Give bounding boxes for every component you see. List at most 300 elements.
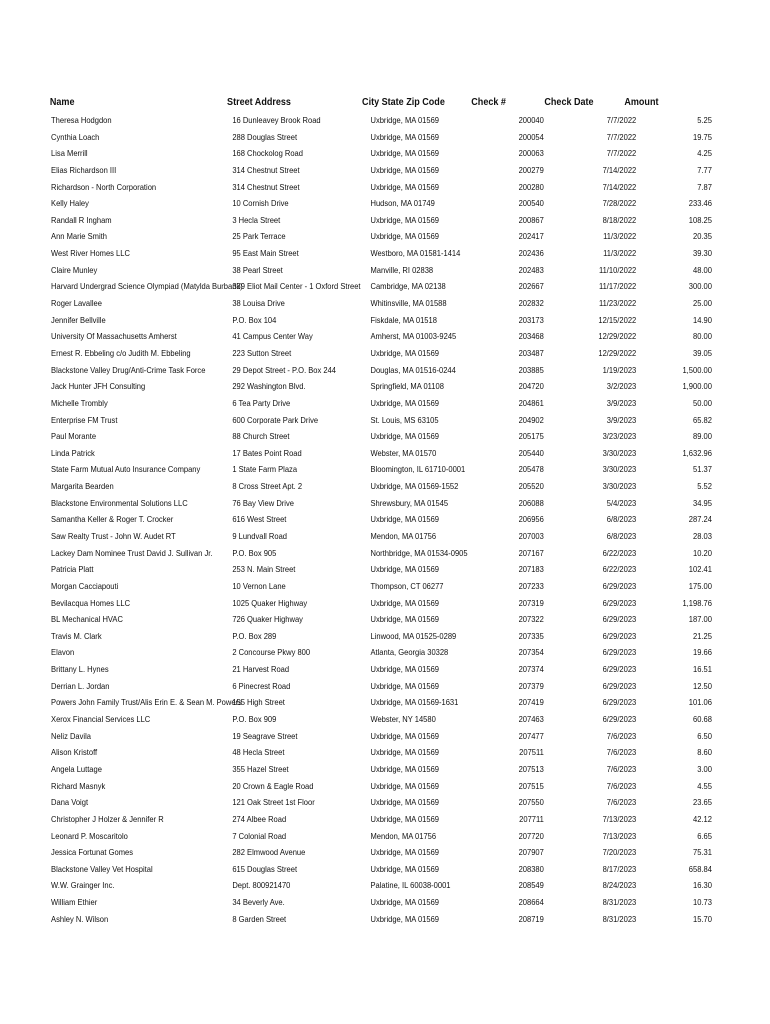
cell-amount: 10.73 <box>692 897 712 908</box>
cell-street-address: 3 Hecla Street <box>232 214 281 225</box>
cell-name: State Farm Mutual Auto Insurance Company <box>51 464 201 475</box>
cell-city-state-zip: Uxbridge, MA 01569 <box>370 431 440 442</box>
cell-name: W.W. Grainger Inc. <box>51 880 115 891</box>
cell-check-number: 202667 <box>518 281 544 292</box>
cell-check-number: 207319 <box>518 597 544 608</box>
cell-city-state-zip: Uxbridge, MA 01569-1631 <box>370 697 459 708</box>
cell-name: Travis M. Clark <box>51 630 102 641</box>
cell-street-address: 6 Tea Party Drive <box>232 397 291 408</box>
cell-amount: 1,900.00 <box>682 381 712 392</box>
table-row <box>0 245 712 262</box>
cell-check-number: 203885 <box>518 364 544 375</box>
table-row <box>0 561 712 578</box>
cell-street-address: 274 Albee Road <box>232 813 287 824</box>
cell-street-address: 9 Lundvall Road <box>232 531 287 541</box>
cell-city-state-zip: Cambridge, MA 02138 <box>370 281 446 292</box>
table-row <box>0 794 712 811</box>
cell-city-state-zip: Thompson, CT 06277 <box>370 580 444 591</box>
cell-name: BL Mechanical HVAC <box>51 614 123 625</box>
cell-city-state-zip: Uxbridge, MA 01569 <box>370 847 440 858</box>
cell-check-date: 6/29/2023 <box>602 647 637 658</box>
cell-check-number: 200279 <box>518 164 544 175</box>
cell-name: University Of Massachusetts Amherst <box>51 331 177 342</box>
table-row <box>0 894 712 911</box>
cell-check-date: 11/3/2022 <box>603 248 637 259</box>
cell-name: Claire Munley <box>51 264 98 275</box>
cell-check-date: 6/29/2023 <box>602 664 637 675</box>
table-row <box>0 545 712 562</box>
cell-street-address: 17 Bates Point Road <box>232 447 302 458</box>
table-row <box>0 694 712 711</box>
cell-city-state-zip: Uxbridge, MA 01569 <box>370 614 440 625</box>
cell-name: Saw Realty Trust - John W. Audet RT <box>51 531 176 541</box>
cell-amount: 5.25 <box>697 115 712 125</box>
cell-name: Blackstone Valley Drug/Anti-Crime Task Force <box>51 364 206 375</box>
table-row <box>0 129 712 146</box>
cell-city-state-zip: Uxbridge, MA 01569 <box>370 730 440 741</box>
cell-amount: 34.95 <box>692 497 712 508</box>
cell-street-address: 339 Eliot Mail Center - 1 Oxford Street <box>232 281 361 292</box>
cell-amount: 4.25 <box>697 148 712 159</box>
cell-check-date: 3/30/2023 <box>602 447 637 458</box>
cell-check-number: 200063 <box>518 148 544 159</box>
cell-check-number: 207711 <box>519 813 544 824</box>
cell-name: Morgan Cacciapouti <box>51 580 119 591</box>
cell-street-address: 10 Cornish Drive <box>232 198 289 209</box>
cell-name: Roger Lavallee <box>51 298 102 309</box>
table-row <box>0 778 712 795</box>
cell-street-address: 88 Church Street <box>232 431 290 442</box>
cell-amount: 101.06 <box>688 697 712 708</box>
cell-name: Jack Hunter JFH Consulting <box>51 381 146 392</box>
cell-check-date: 3/9/2023 <box>606 414 637 425</box>
cell-name: Enterprise FM Trust <box>51 414 118 425</box>
cell-name: Linda Patrick <box>51 447 95 458</box>
cell-amount: 20.35 <box>692 231 712 242</box>
cell-check-date: 7/14/2022 <box>602 181 637 192</box>
table-row <box>0 212 712 229</box>
cell-amount: 50.00 <box>692 397 712 408</box>
cell-amount: 80.00 <box>692 331 712 342</box>
header-row <box>0 94 662 111</box>
cell-check-number: 207720 <box>518 830 544 841</box>
cell-amount: 15.70 <box>692 913 712 924</box>
cell-street-address: 155 High Street <box>232 697 285 708</box>
header-check-date: Check Date <box>544 96 594 108</box>
cell-check-number: 204720 <box>518 381 544 392</box>
cell-amount: 658.84 <box>688 863 712 874</box>
cell-check-number: 207419 <box>518 697 544 708</box>
cell-check-date: 8/17/2023 <box>602 863 637 874</box>
cell-check-date: 7/20/2023 <box>602 847 637 858</box>
cell-check-date: 7/13/2023 <box>602 813 637 824</box>
cell-check-date: 8/18/2022 <box>602 214 637 225</box>
table-row <box>0 278 712 295</box>
cell-street-address: P.O. Box 909 <box>232 714 277 725</box>
cell-amount: 233.46 <box>688 198 712 209</box>
cell-city-state-zip: Uxbridge, MA 01569 <box>370 164 440 175</box>
cell-amount: 48.00 <box>692 264 712 275</box>
cell-check-number: 204902 <box>518 414 544 425</box>
cell-check-number: 208549 <box>518 880 544 891</box>
cell-check-date: 6/8/2023 <box>606 514 637 525</box>
cell-name: Harvard Undergrad Science Olympiad (Matylda Burbank) <box>51 281 243 292</box>
cell-city-state-zip: Uxbridge, MA 01569 <box>370 763 440 774</box>
cell-name: Kelly Haley <box>51 198 89 209</box>
cell-amount: 287.24 <box>688 514 712 525</box>
table-row <box>0 312 712 329</box>
cell-street-address: 7 Colonial Road <box>232 830 287 841</box>
cell-amount: 3.00 <box>697 763 712 774</box>
cell-amount: 16.30 <box>692 880 712 891</box>
table-row <box>0 461 712 478</box>
cell-check-date: 3/9/2023 <box>606 397 637 408</box>
cell-check-number: 207354 <box>518 647 544 658</box>
cell-check-number: 207335 <box>518 630 544 641</box>
cell-street-address: 615 Douglas Street <box>232 863 298 874</box>
cell-check-number: 200540 <box>518 198 544 209</box>
cell-name: Ernest R. Ebbeling c/o Judith M. Ebbeling <box>51 347 191 358</box>
cell-check-number: 207374 <box>518 664 544 675</box>
cell-street-address: 29 Depot Street - P.O. Box 244 <box>232 364 337 375</box>
cell-check-number: 205175 <box>518 431 544 442</box>
cell-check-date: 1/19/2023 <box>602 364 637 375</box>
cell-name: Patricia Platt <box>51 564 94 575</box>
cell-city-state-zip: Mendon, MA 01756 <box>370 830 437 841</box>
table-row <box>0 728 712 745</box>
cell-check-number: 204861 <box>518 397 544 408</box>
cell-check-date: 7/28/2022 <box>602 198 637 209</box>
table-row <box>0 445 712 462</box>
cell-check-date: 6/29/2023 <box>602 614 637 625</box>
cell-check-date: 7/6/2023 <box>606 763 637 774</box>
cell-amount: 10.20 <box>692 547 712 558</box>
table-row <box>0 362 712 379</box>
cell-city-state-zip: Manville, RI 02838 <box>370 264 434 275</box>
table-row <box>0 262 712 279</box>
cell-street-address: 10 Vernon Lane <box>232 580 286 591</box>
cell-name: Cynthia Loach <box>51 131 100 142</box>
cell-amount: 23.65 <box>692 797 712 808</box>
cell-street-address: 600 Corporate Park Drive <box>232 414 319 425</box>
cell-check-date: 8/24/2023 <box>602 880 637 891</box>
table-row <box>0 345 712 362</box>
cell-amount: 4.55 <box>697 780 712 791</box>
cell-check-number: 207463 <box>518 714 544 725</box>
cell-name: Margarita Bearden <box>51 481 114 492</box>
cell-check-number: 202436 <box>518 248 544 259</box>
cell-amount: 14.90 <box>692 314 712 325</box>
cell-city-state-zip: Uxbridge, MA 01569 <box>370 148 440 159</box>
cell-check-number: 202832 <box>518 298 544 309</box>
cell-street-address: 355 Hazel Street <box>232 763 289 774</box>
cell-check-number: 203487 <box>518 347 544 358</box>
cell-amount: 5.52 <box>697 481 712 492</box>
table-row <box>0 412 712 429</box>
cell-amount: 187.00 <box>688 614 712 625</box>
table-row <box>0 595 712 612</box>
header-amount: Amount <box>624 96 659 108</box>
cell-check-date: 3/2/2023 <box>606 381 637 392</box>
cell-amount: 65.82 <box>692 414 712 425</box>
cell-check-number: 208719 <box>518 913 544 924</box>
cell-street-address: P.O. Box 905 <box>232 547 277 558</box>
cell-city-state-zip: Uxbridge, MA 01569 <box>370 863 440 874</box>
table-row <box>0 644 712 661</box>
cell-city-state-zip: Uxbridge, MA 01569 <box>370 214 440 225</box>
cell-check-number: 207379 <box>518 680 544 691</box>
cell-city-state-zip: Uxbridge, MA 01569 <box>370 813 440 824</box>
cell-street-address: 76 Bay View Drive <box>232 497 294 508</box>
cell-amount: 1,500.00 <box>682 364 712 375</box>
cell-check-date: 8/31/2023 <box>602 897 637 908</box>
cell-city-state-zip: Uxbridge, MA 01569 <box>370 347 440 358</box>
cell-name: Randall R Ingham <box>51 214 112 225</box>
cell-check-number: 207907 <box>518 847 544 858</box>
cell-city-state-zip: Linwood, MA 01525-0289 <box>370 630 457 641</box>
cell-check-number: 206956 <box>518 514 544 525</box>
cell-city-state-zip: Uxbridge, MA 01569 <box>370 564 440 575</box>
cell-street-address: Dept. 800921470 <box>232 880 291 891</box>
table-row <box>0 744 712 761</box>
table-row <box>0 179 712 196</box>
cell-check-date: 7/14/2022 <box>602 164 637 175</box>
cell-amount: 1,198.76 <box>682 597 712 608</box>
cell-city-state-zip: Uxbridge, MA 01569 <box>370 131 440 142</box>
header-street-address: Street Address <box>227 96 291 108</box>
table-row <box>0 711 712 728</box>
cell-check-date: 7/6/2023 <box>606 730 637 741</box>
cell-city-state-zip: St. Louis, MS 63105 <box>370 414 439 425</box>
cell-amount: 7.87 <box>697 181 712 192</box>
cell-name: Samantha Keller & Roger T. Crocker <box>51 514 174 525</box>
cell-city-state-zip: Uxbridge, MA 01569 <box>370 913 440 924</box>
cell-name: Paul Morante <box>51 431 97 442</box>
cell-check-date: 6/8/2023 <box>606 531 637 541</box>
table-row <box>0 844 712 861</box>
cell-check-date: 3/30/2023 <box>602 464 637 475</box>
cell-name: Ann Marie Smith <box>51 231 107 242</box>
table-row <box>0 112 712 129</box>
table-row <box>0 295 712 312</box>
cell-amount: 300.00 <box>688 281 712 292</box>
cell-name: Jennifer Bellville <box>51 314 106 325</box>
cell-amount: 75.31 <box>692 847 712 858</box>
cell-amount: 8.60 <box>697 747 712 758</box>
cell-check-number: 207513 <box>518 763 544 774</box>
cell-check-number: 200867 <box>518 214 544 225</box>
cell-city-state-zip: Atlanta, Georgia 30328 <box>370 647 449 658</box>
cell-name: Lackey Dam Nominee Trust David J. Sullivan Jr. <box>51 547 213 558</box>
header-check-number: Check # <box>471 96 506 108</box>
cell-amount: 108.25 <box>688 214 712 225</box>
cell-check-date: 5/4/2023 <box>606 497 637 508</box>
cell-street-address: P.O. Box 289 <box>232 630 277 641</box>
cell-city-state-zip: Whitinsville, MA 01588 <box>370 298 447 309</box>
cell-check-date: 12/29/2022 <box>598 347 637 358</box>
cell-street-address: 34 Beverly Ave. <box>232 897 285 908</box>
cell-name: Xerox Financial Services LLC <box>51 714 151 725</box>
cell-amount: 6.65 <box>697 830 712 841</box>
table-row <box>0 877 712 894</box>
cell-street-address: 223 Sutton Street <box>232 347 292 358</box>
cell-check-date: 11/3/2022 <box>603 231 637 242</box>
table-row <box>0 611 712 628</box>
cell-check-date: 12/29/2022 <box>598 331 637 342</box>
cell-name: Ashley N. Wilson <box>51 913 109 924</box>
cell-street-address: 19 Seagrave Street <box>232 730 298 741</box>
table-row <box>0 228 712 245</box>
cell-check-date: 7/6/2023 <box>606 780 637 791</box>
table-row <box>0 528 712 545</box>
cell-name: Angela Luttage <box>51 763 102 774</box>
table-row <box>0 395 712 412</box>
cell-amount: 42.12 <box>692 813 712 824</box>
cell-check-number: 207183 <box>518 564 544 575</box>
cell-name: Richard Masnyk <box>51 780 106 791</box>
cell-check-date: 6/29/2023 <box>602 580 637 591</box>
cell-city-state-zip: Uxbridge, MA 01569 <box>370 664 440 675</box>
table-row <box>0 678 712 695</box>
table-row <box>0 761 712 778</box>
cell-check-number: 205440 <box>518 447 544 458</box>
cell-street-address: 2 Concourse Pkwy 800 <box>232 647 311 658</box>
cell-check-date: 6/29/2023 <box>602 714 637 725</box>
cell-check-number: 203173 <box>518 314 544 325</box>
cell-check-date: 11/23/2022 <box>598 298 637 309</box>
cell-amount: 28.03 <box>692 531 712 541</box>
cell-amount: 25.00 <box>692 298 712 309</box>
table-row <box>0 145 712 162</box>
cell-check-date: 6/29/2023 <box>602 697 637 708</box>
cell-check-number: 207515 <box>518 780 544 791</box>
cell-street-address: 1 State Farm Plaza <box>232 464 298 475</box>
cell-name: Derrian L. Jordan <box>51 680 110 691</box>
cell-city-state-zip: Uxbridge, MA 01569-1552 <box>370 481 459 492</box>
cell-amount: 19.66 <box>692 647 712 658</box>
cell-city-state-zip: Uxbridge, MA 01569 <box>370 181 440 192</box>
cell-name: Dana Voigt <box>51 797 89 808</box>
cell-check-number: 200054 <box>518 131 544 142</box>
cell-street-address: 253 N. Main Street <box>232 564 296 575</box>
cell-street-address: 20 Crown & Eagle Road <box>232 780 314 791</box>
cell-name: William Ethier <box>51 897 98 908</box>
cell-check-number: 207233 <box>518 580 544 591</box>
cell-check-date: 11/10/2022 <box>598 264 637 275</box>
cell-name: Jessica Fortunat Gomes <box>51 847 134 858</box>
cell-street-address: 21 Harvest Road <box>232 664 290 675</box>
cell-check-number: 208664 <box>518 897 544 908</box>
table-row <box>0 661 712 678</box>
cell-street-address: 1025 Quaker Highway <box>232 597 308 608</box>
cell-city-state-zip: Springfield, MA 01108 <box>370 381 444 392</box>
cell-name: Christopher J Holzer & Jennifer R <box>51 813 164 824</box>
cell-street-address: 38 Pearl Street <box>232 264 283 275</box>
cell-name: Powers John Family Trust/Alis Erin E. & Sean M. Powers <box>51 697 242 708</box>
cell-check-number: 203468 <box>518 331 544 342</box>
cell-amount: 60.68 <box>692 714 712 725</box>
cell-check-number: 205478 <box>518 464 544 475</box>
cell-city-state-zip: Shrewsbury, MA 01545 <box>370 497 449 508</box>
cell-name: Bevilacqua Homes LLC <box>51 597 131 608</box>
table-row <box>0 861 712 878</box>
cell-check-number: 207477 <box>518 730 544 741</box>
cell-check-date: 7/7/2022 <box>606 131 637 142</box>
cell-check-date: 6/22/2023 <box>602 547 637 558</box>
cell-name: Brittany L. Hynes <box>51 664 109 675</box>
cell-check-date: 7/13/2023 <box>602 830 637 841</box>
cell-name: Elavon <box>51 647 75 658</box>
cell-city-state-zip: Uxbridge, MA 01569 <box>370 747 440 758</box>
cell-check-date: 7/7/2022 <box>606 148 637 159</box>
cell-check-number: 205520 <box>518 481 544 492</box>
cell-check-number: 202483 <box>518 264 544 275</box>
cell-check-number: 208380 <box>518 863 544 874</box>
table-row <box>0 478 712 495</box>
table-row <box>0 911 712 928</box>
cell-street-address: 121 Oak Street 1st Floor <box>232 797 315 808</box>
cell-city-state-zip: Webster, NY 14580 <box>370 714 436 725</box>
cell-street-address: 8 Cross Street Apt. 2 <box>232 481 303 492</box>
cell-check-date: 7/7/2022 <box>606 115 637 125</box>
cell-amount: 21.25 <box>692 630 712 641</box>
cell-amount: 89.00 <box>692 431 712 442</box>
table-row <box>0 495 712 512</box>
cell-street-address: 6 Pinecrest Road <box>232 680 291 691</box>
cell-name: Richardson - North Corporation <box>51 181 157 192</box>
cell-street-address: 726 Quaker Highway <box>232 614 303 625</box>
cell-check-date: 6/29/2023 <box>602 630 637 641</box>
cell-amount: 175.00 <box>688 580 712 591</box>
table-row <box>0 328 712 345</box>
cell-street-address: 314 Chestnut Street <box>232 181 300 192</box>
cell-name: Alison Kristoff <box>51 747 98 758</box>
cell-check-date: 8/31/2023 <box>602 913 637 924</box>
cell-city-state-zip: Douglas, MA 01516-0244 <box>370 364 456 375</box>
cell-street-address: 288 Douglas Street <box>232 131 298 142</box>
cell-check-date: 7/6/2023 <box>606 797 637 808</box>
cell-city-state-zip: Uxbridge, MA 01569 <box>370 597 440 608</box>
cell-street-address: 25 Park Terrace <box>232 231 286 242</box>
cell-street-address: 41 Campus Center Way <box>232 331 313 342</box>
cell-check-date: 11/17/2022 <box>598 281 637 292</box>
cell-check-number: 207322 <box>518 614 544 625</box>
cell-name: West River Homes LLC <box>51 248 130 259</box>
cell-amount: 39.30 <box>692 248 712 259</box>
cell-check-date: 6/29/2023 <box>602 680 637 691</box>
cell-amount: 51.37 <box>692 464 712 475</box>
cell-city-state-zip: Fiskdale, MA 01518 <box>370 314 437 325</box>
cell-street-address: 314 Chestnut Street <box>232 164 300 175</box>
cell-name: Neliz Davila <box>51 730 91 741</box>
cell-name: Theresa Hodgdon <box>51 115 112 125</box>
cell-city-state-zip: Hudson, MA 01749 <box>370 198 435 209</box>
table-row <box>0 578 712 595</box>
cell-check-date: 3/30/2023 <box>602 481 637 492</box>
cell-city-state-zip: Bloomington, IL 61710-0001 <box>370 464 466 475</box>
cell-name: Blackstone Valley Vet Hospital <box>51 863 153 874</box>
table-row <box>0 511 712 528</box>
cell-check-number: 207003 <box>518 531 544 541</box>
cell-amount: 1,632.96 <box>682 447 712 458</box>
cell-street-address: 48 Hecla Street <box>232 747 285 758</box>
cell-check-number: 202417 <box>518 231 544 242</box>
cell-check-number: 207550 <box>518 797 544 808</box>
cell-street-address: 8 Garden Street <box>232 913 287 924</box>
cell-amount: 102.41 <box>688 564 712 575</box>
cell-check-date: 12/15/2022 <box>598 314 637 325</box>
cell-city-state-zip: Uxbridge, MA 01569 <box>370 780 440 791</box>
